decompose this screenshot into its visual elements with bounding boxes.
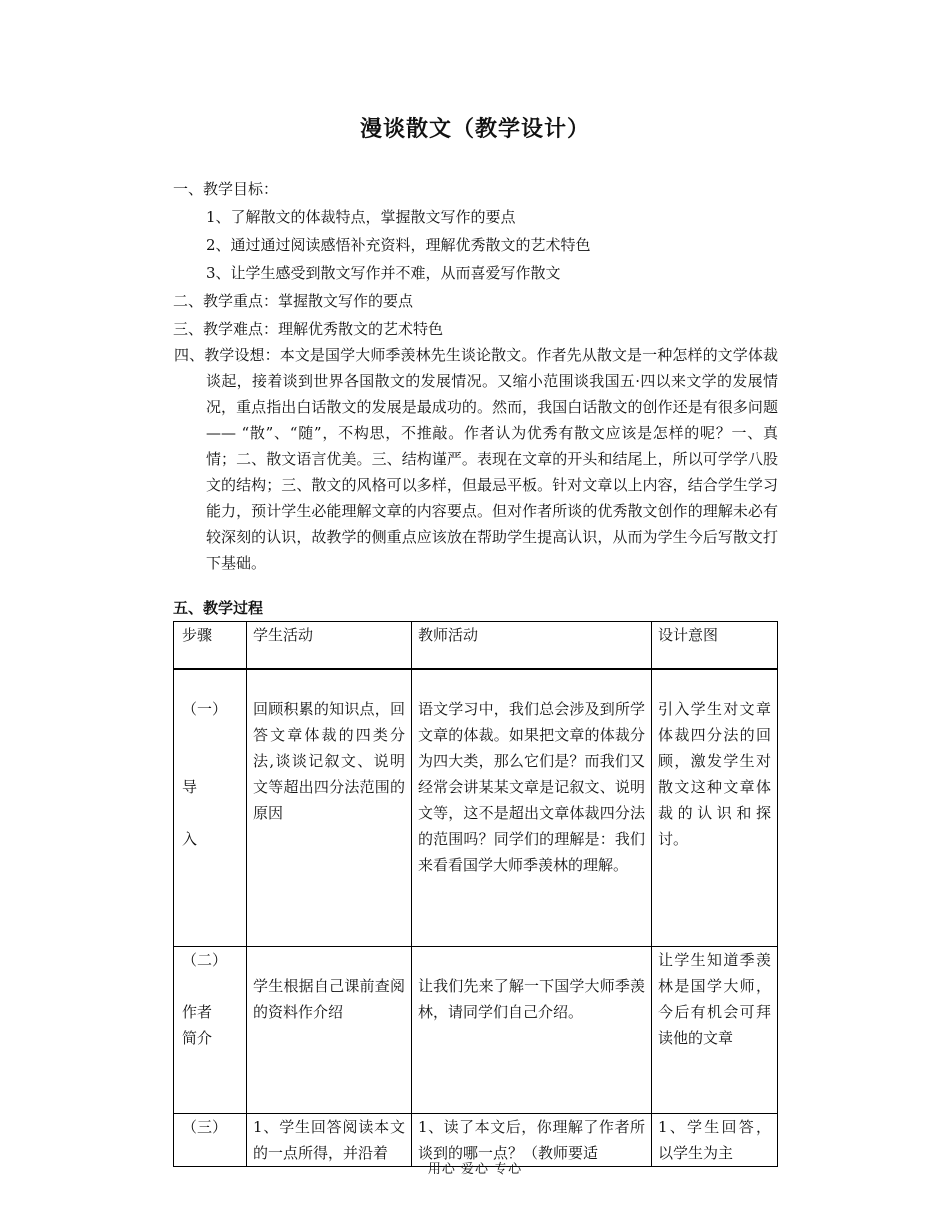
goal-item-3: 3、让学生感受到散文写作并不难，从而喜爱写作散文 bbox=[206, 264, 561, 282]
page-footer: 用心 爱心 专心 bbox=[427, 1162, 523, 1177]
header-teacher: 教师活动 bbox=[412, 622, 652, 670]
design-intent: 1、学生回答，以学生为主 bbox=[652, 1114, 778, 1167]
teacher-activity: 让我们先来了解一下国学大师季羡林，请同学们自己介绍。 bbox=[412, 947, 652, 1114]
table-row bbox=[174, 669, 778, 947]
step-number: （一） bbox=[182, 700, 228, 718]
step-cell bbox=[174, 947, 247, 1114]
table-header-row bbox=[174, 622, 778, 670]
teaching-idea-label: 四、教学设想： bbox=[174, 346, 280, 364]
teaching-idea-paragraph bbox=[174, 342, 778, 576]
design-intent: 引入学生对文章体裁四分法的回顾，激发学生对散文这种文章体裁的认识和探讨。 bbox=[652, 669, 778, 947]
step-name-line: 导 bbox=[182, 778, 198, 796]
step-cell bbox=[174, 669, 247, 947]
process-heading: 五、教学过程 bbox=[173, 599, 264, 617]
step-name-line: 简介 bbox=[182, 1029, 213, 1047]
student-activity: 1、学生回答阅读本文的一点所得，并沿着 bbox=[247, 1114, 412, 1167]
teacher-activity: 1、读了本文后，你理解了作者所谈到的哪一点？（教师要适 bbox=[412, 1114, 652, 1167]
table-row bbox=[174, 947, 778, 1114]
header-student: 学生活动 bbox=[247, 622, 412, 670]
step-name-line: 作者 bbox=[182, 1003, 213, 1021]
difficulty: 三、教学难点：理解优秀散文的艺术特色 bbox=[173, 320, 444, 338]
goal-item-1: 1、了解散文的体裁特点，掌握散文写作的要点 bbox=[206, 208, 516, 226]
teaching-idea-text: 本文是国学大师季羡林先生谈论散文。作者先从散文是一种怎样的文学体裁谈起，接着谈到世界各国散文的发展情况。又缩小范围谈我国五·四以来文学的发展情况，重点指出白话散文的发展是最成功的。然而，我国白话散文的创作还是有很多问题—— “散”、“随”，不构思，不推敲。作者认为优秀有散文应该是怎样的呢？一、真情；二、散文语言优美。三、结构谨严。表现在文章的开头和结尾上，所以可学学八股文的结构；三、散文的风格可以多样，但最忌平板。针对文章以上内容，结合学生学习能力，预计学生必能理解文章的内容要点。但对作者所谈的优秀散文创作的理解未必有较深刻的认识，故教学的侧重点应该放在帮助学生提高认识，从而为学生今后写散文打下基础。 bbox=[206, 346, 778, 572]
header-intent: 设计意图 bbox=[652, 622, 778, 670]
teacher-activity: 语文学习中，我们总会涉及到所学文章的体裁。如果把文章的体裁分为四大类，那么它们是？而我们又经常会讲某某文章是记叙文、说明文等，这不是超出文章体裁四分法的范围吗？同学们的理解是：我们来看看国学大师季羡林的理解。 bbox=[412, 669, 652, 947]
document-title: 漫谈散文（教学设计） bbox=[359, 117, 590, 142]
goals-heading: 一、教学目标： bbox=[173, 180, 279, 198]
goal-item-2: 2、通过通过阅读感悟补充资料，理解优秀散文的艺术特色 bbox=[206, 236, 591, 254]
step-number: （二） bbox=[182, 951, 228, 969]
design-intent: 让学生知道季羡林是国学大师，今后有机会可拜读他的文章 bbox=[652, 947, 778, 1114]
header-step: 步骤 bbox=[174, 622, 247, 670]
step-name-line: 入 bbox=[182, 830, 198, 848]
student-activity: 学生根据自己课前查阅的资料作介绍 bbox=[247, 947, 412, 1114]
step-number: （三） bbox=[182, 1118, 228, 1136]
process-table bbox=[173, 621, 778, 1167]
key-point: 二、教学重点：掌握散文写作的要点 bbox=[173, 292, 414, 310]
student-activity: 回顾积累的知识点，回答文章体裁的四类分法,谈谈记叙文、说明文等超出四分法范围的原因 bbox=[247, 669, 412, 947]
